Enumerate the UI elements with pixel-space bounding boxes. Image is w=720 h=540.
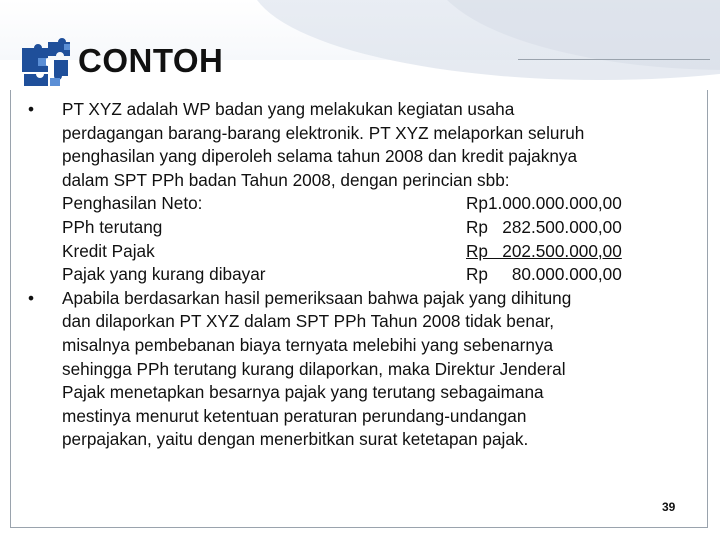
amount-row — [62, 216, 698, 240]
amount-row — [62, 263, 698, 287]
text-line: dalam SPT PPh badan Tahun 2008, dengan perincian sbb: — [62, 169, 510, 190]
slide-body — [28, 98, 698, 452]
text-line: perdagangan barang-barang elektronik. PT XYZ melaporkan seluruh — [62, 122, 585, 143]
text-line: sehingga PPh terutang kurang dilaporkan, maka Direktur Jenderal — [62, 358, 566, 379]
amount-label: Kredit Pajak — [62, 240, 155, 261]
amount-row — [62, 192, 698, 216]
amount-label: Penghasilan Neto: — [62, 193, 203, 214]
amount-label: Pajak yang kurang dibayar — [62, 264, 266, 285]
page-number: 39 — [662, 500, 676, 514]
text-line: mestinya menurut ketentuan peraturan perundang-undangan — [62, 405, 527, 426]
amount-value: Rp 282.500.000,00 — [466, 216, 622, 237]
puzzle-logo-icon — [18, 38, 74, 90]
amount-label: PPh terutang — [62, 216, 163, 237]
text-line: perpajakan, yaitu dengan menerbitkan surat ketetapan pajak. — [62, 429, 529, 450]
text-line: penghasilan yang diperoleh selama tahun 2008 dan kredit pajaknya — [62, 146, 578, 167]
bullet-dot: • — [28, 99, 35, 119]
bullet-item-2 — [28, 287, 698, 452]
amount-value: Rp 80.000.000,00 — [466, 264, 622, 285]
text-line: dan dilaporkan PT XYZ dalam SPT PPh Tahun 2008 tidak benar, — [62, 311, 555, 332]
text-line: Apabila berdasarkan hasil pemeriksaan bahwa pajak yang dihitung — [62, 287, 572, 308]
text-line: misalnya pembebanan biaya ternyata melebihi yang sebenarnya — [62, 334, 554, 355]
amount-row — [62, 240, 698, 264]
slide-title: CONTOH — [78, 42, 224, 79]
amount-value: Rp1.000.000.000,00 — [466, 193, 622, 214]
title-divider — [518, 59, 710, 60]
bullet-item-1 — [28, 98, 698, 287]
bullet-dot: • — [28, 287, 35, 308]
text-line: Pajak menetapkan besarnya pajak yang terutang sebagaimana — [62, 382, 544, 403]
amount-value-underlined: Rp 202.500.000,00 — [466, 240, 622, 261]
text-line: PT XYZ adalah WP badan yang melakukan kegiatan usaha — [62, 99, 515, 119]
